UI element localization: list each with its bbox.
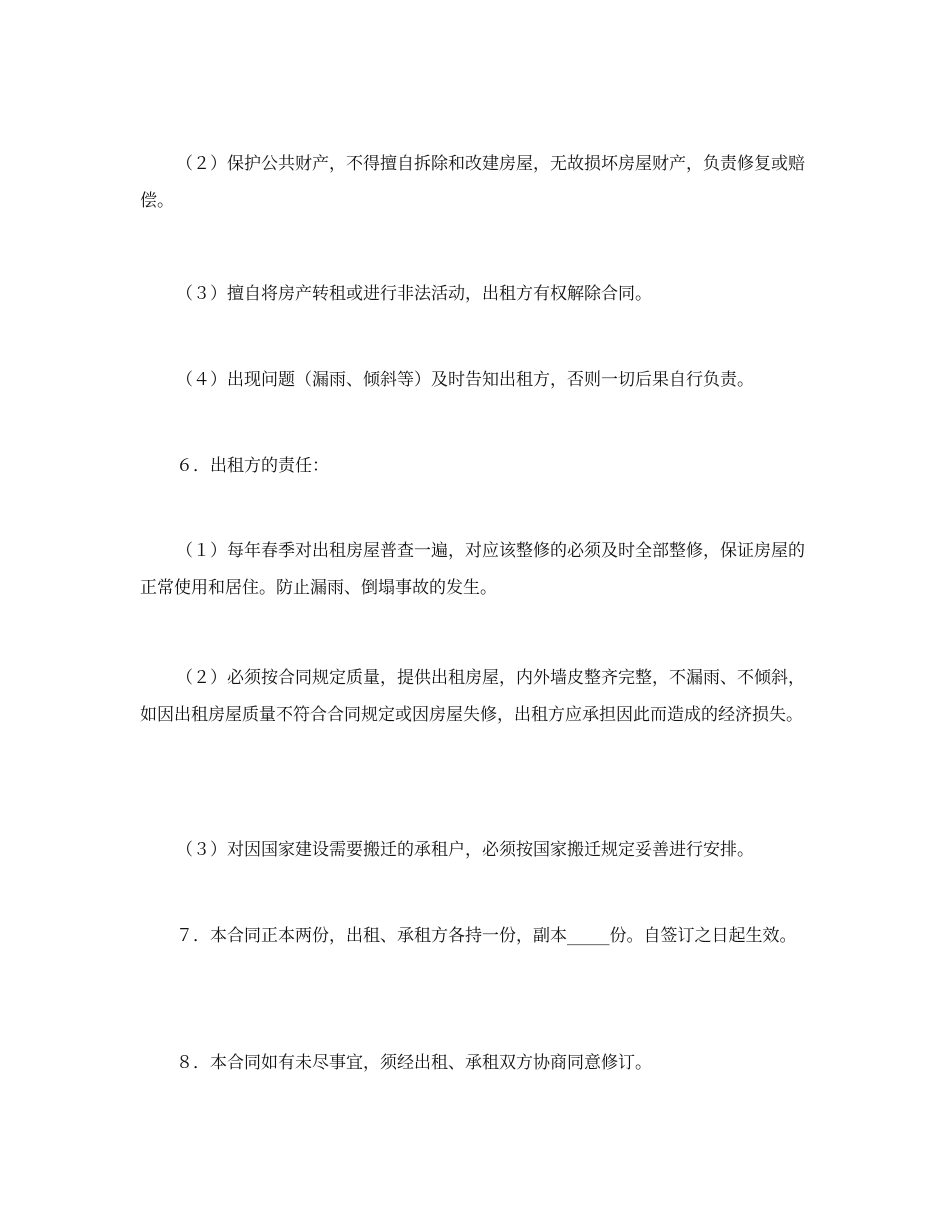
section-heading-lessor-duties: ６．出租方的责任： bbox=[176, 456, 329, 476]
paragraph-lessor-duty-1: （１）每年春季对出租房屋普查一遍，对应该整修的必须及时全部整修，保证房屋的正常使用和居住。防止漏雨、倒塌事故的发生。 bbox=[140, 541, 805, 598]
paragraph-tenant-duty-4: （４）出现问题（漏雨、倾斜等）及时告知出租方，否则一切后果自行负责。 bbox=[176, 370, 754, 390]
paragraph-tenant-duty-3: （３）擅自将房产转租或进行非法活动，出租方有权解除合同。 bbox=[176, 284, 652, 304]
paragraph-lessor-duty-2: （２）必须按合同规定质量，提供出租房屋，内外墙皮整齐完整，不漏雨、不倾斜，如因出租房屋质量不符合合同规定或因房屋失修，出租方应承担因此而造成的经济损失。 bbox=[140, 668, 805, 725]
clause-8-amendments: ８．本合同如有未尽事宜，须经出租、承租双方协商同意修订。 bbox=[176, 1053, 652, 1073]
clause-7-copies: ７．本合同正本两份，出租、承租方各持一份，副本_____份。自签订之日起生效。 bbox=[176, 926, 797, 946]
paragraph-lessor-duty-3: （３）对因国家建设需要搬迁的承租户，必须按国家搬迁规定妥善进行安排。 bbox=[176, 840, 754, 860]
paragraph-tenant-duty-2: （２）保护公共财产，不得擅自拆除和改建房屋，无故损坏房屋财产，负责修复或赔偿。 bbox=[140, 154, 805, 211]
